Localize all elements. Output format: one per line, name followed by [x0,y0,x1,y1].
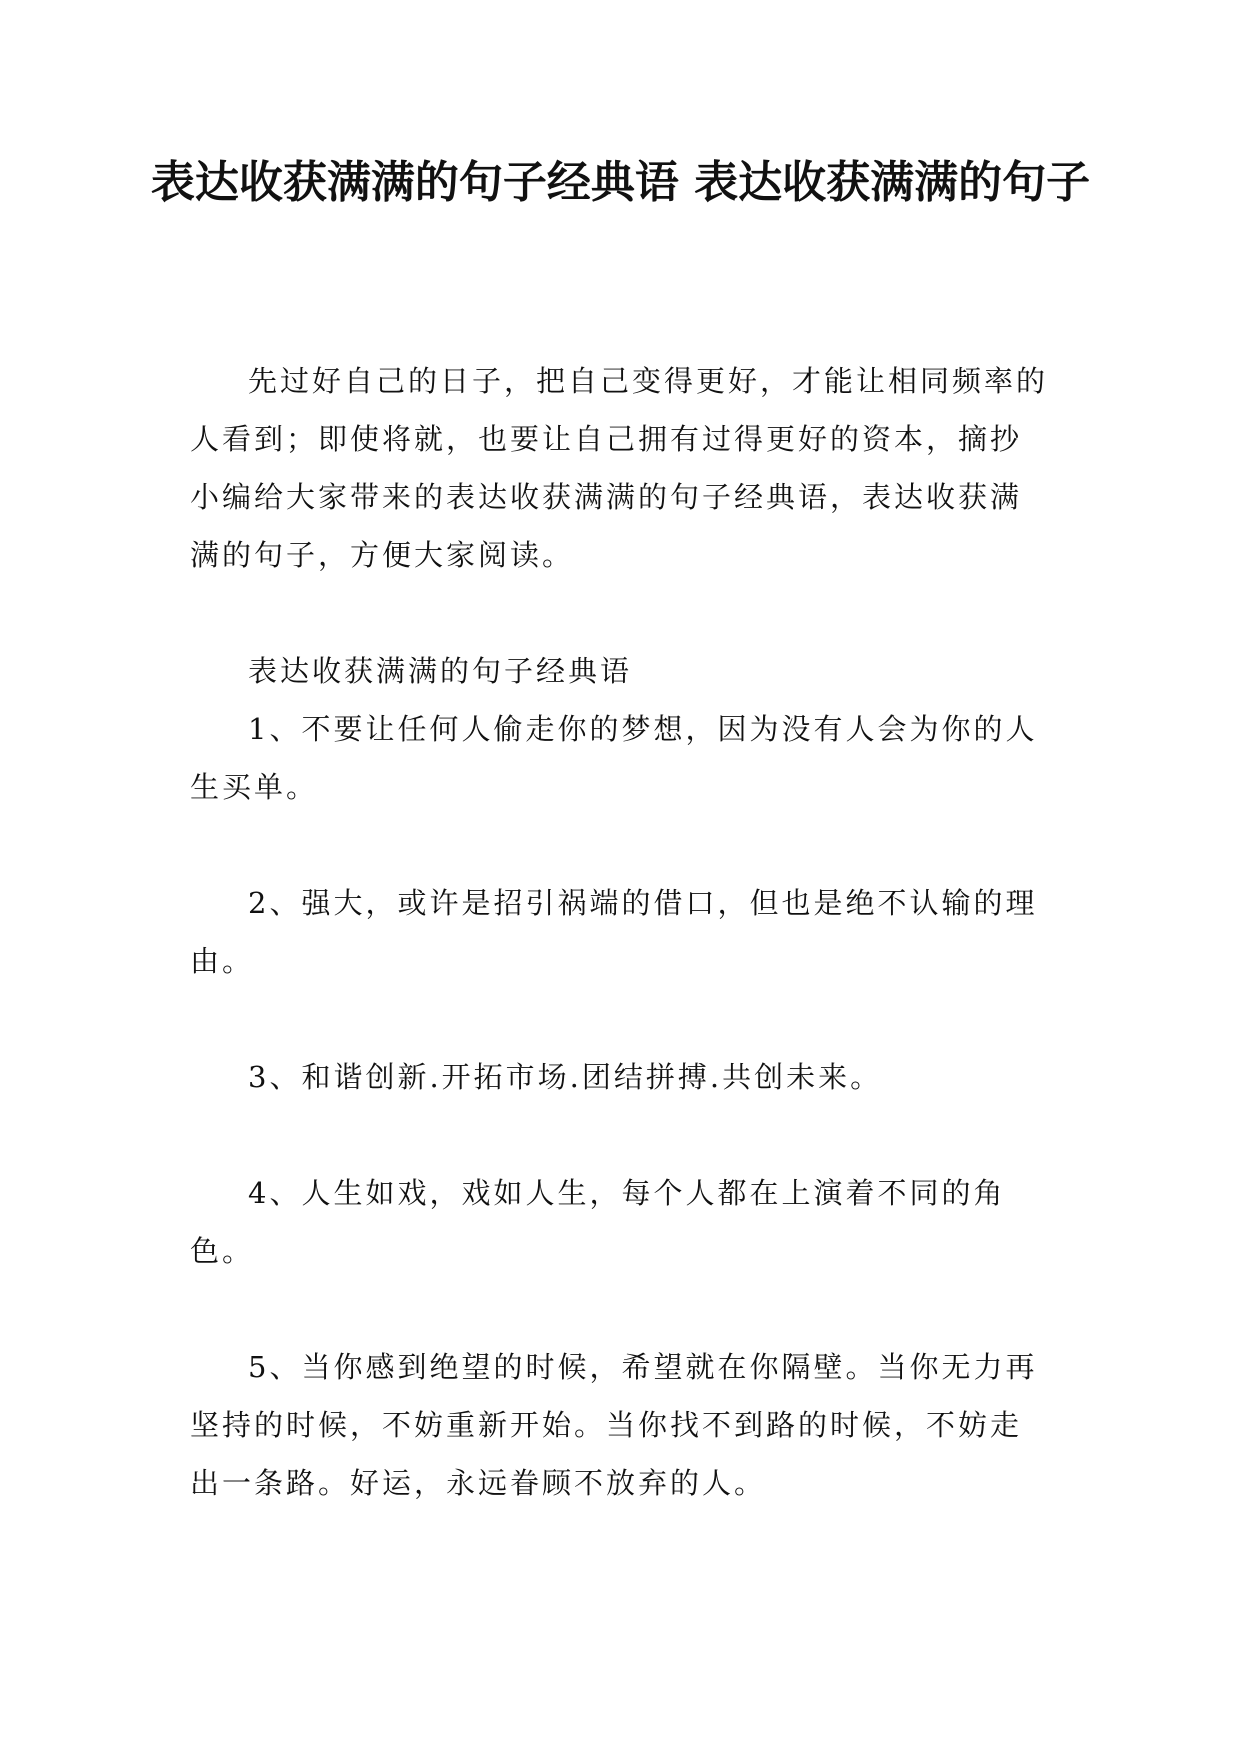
list-item: 4、人生如戏，戏如人生，每个人都在上演着不同的角色。 [190,1176,1006,1268]
list-item: 1、不要让任何人偷走你的梦想，因为没有人会为你的人生买单。 [190,712,1038,804]
intro-paragraph: 先过好自己的日子，把自己变得更好，才能让相同频率的人看到；即使将就，也要让自己拥有过得更好的资本，摘抄小编给大家带来的表达收获满满的句子经典语，表达收获满满的句子，方便大家阅读。 [190,364,1049,572]
list-item: 5、当你感到绝望的时候，希望就在你隔壁。当你无力再坚持的时候，不妨重新开始。当你找不到路的时候，不妨走出一条路。好运，永远眷顾不放弃的人。 [190,1350,1038,1500]
list-item: 2、强大，或许是招引祸端的借口，但也是绝不认输的理由。 [190,886,1038,978]
section-heading: 表达收获满满的句子经典语 [248,654,633,688]
list-item: 3、和谐创新.开拓市场.团结拼搏.共创未来。 [248,1060,883,1094]
paragraph-spacer [190,584,1050,642]
paragraph-spacer [190,1280,1050,1338]
paragraph-spacer [190,1106,1050,1164]
paragraph-spacer [190,816,1050,874]
document-title: 表达收获满满的句子经典语 表达收获满满的句子 [150,157,1091,208]
document-body [190,352,1050,1512]
paragraph-spacer [190,990,1050,1048]
